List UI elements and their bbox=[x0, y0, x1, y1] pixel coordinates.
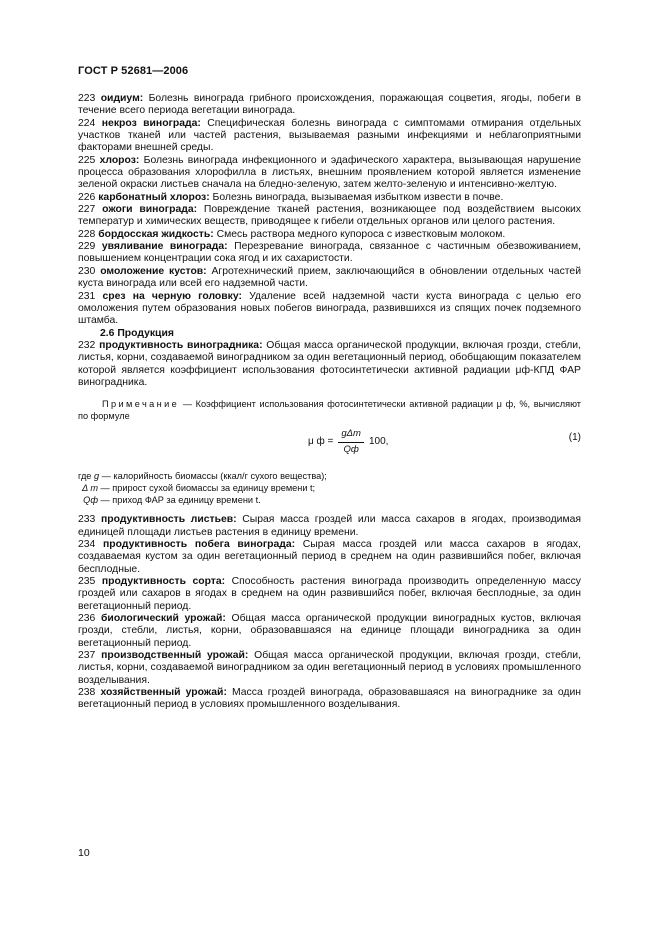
terms-list-production bbox=[78, 514, 581, 712]
term-number: 236 bbox=[78, 613, 96, 624]
term-name: омоложение кустов: bbox=[100, 265, 207, 277]
term-entry-236 bbox=[78, 613, 581, 650]
formula-lhs: μ ф = bbox=[308, 435, 334, 447]
term-definition: Перезревание винограда, связанное с частичным обезвоживанием, повышением концентрации сока ягод и их сахаристости. bbox=[78, 241, 581, 265]
term-name: некроз винограда: bbox=[101, 117, 201, 129]
term-name: хлороз: bbox=[99, 154, 140, 166]
term-entry-233 bbox=[78, 514, 581, 539]
legend-row bbox=[78, 482, 581, 494]
term-number: 224 bbox=[78, 117, 96, 129]
legend-text: — прирост сухой биомассы за единицу времени t; bbox=[98, 483, 316, 494]
term-number: 223 bbox=[78, 93, 96, 104]
term-name: продуктивность побега винограда: bbox=[103, 538, 296, 550]
term-definition: Болезнь винограда, вызываемая избытком извести в почве. bbox=[209, 191, 504, 203]
term-definition: Сырая масса гроздей или масса сахаров в ягодах, производимая единицей площади листьев растения в единицу времени. bbox=[78, 514, 581, 538]
legend-row bbox=[78, 470, 581, 482]
formula-legend bbox=[78, 470, 581, 506]
term-definition: Повреждение тканей растения, возникающее под воздействием высоких температур и химических веществ, приводящее к гибели отдельных органов или целого растения. bbox=[78, 204, 581, 228]
term-name: ожоги винограда: bbox=[102, 204, 198, 216]
legend-text: — приход ФАР за единицу времени t. bbox=[98, 495, 261, 506]
term-definition: Масса гроздей винограда, образовавшаяся на винограднике за один вегетационный период в условиях промышленного возделывания. bbox=[78, 687, 581, 711]
terms-list-diseases bbox=[78, 93, 581, 328]
legend-text: — калорийность биомассы (ккал/г сухого вещества); bbox=[99, 471, 327, 482]
term-number: 226 bbox=[78, 191, 96, 203]
term-name: продуктивность сорта: bbox=[101, 575, 226, 587]
legend-symbol: g bbox=[93, 471, 100, 482]
term-entry-235 bbox=[78, 576, 581, 613]
page-content bbox=[78, 93, 581, 712]
formula-row bbox=[78, 426, 581, 466]
term-number: 233 bbox=[78, 514, 96, 526]
term-number: 235 bbox=[78, 575, 96, 587]
formula-numerator: gΔm bbox=[338, 428, 364, 442]
term-number: 230 bbox=[78, 265, 96, 277]
formula-fraction bbox=[338, 428, 364, 456]
section-title: 2.6 Продукция bbox=[100, 327, 174, 339]
term-number: 228 bbox=[78, 228, 96, 240]
term-definition: Общая масса органической продукции виноградных кустов, включая грозди, стебли, листья, корни, образовавшаяся на единице площади виноградника за один вегетационный период. bbox=[78, 613, 581, 649]
term-name: биологический урожай: bbox=[101, 613, 226, 624]
term-number: 229 bbox=[78, 241, 96, 253]
term-entry-228 bbox=[78, 229, 581, 241]
legend-prefix: где bbox=[78, 471, 94, 482]
term-entry-238 bbox=[78, 687, 581, 712]
term-definition: Смесь раствора медного купороса с известковым молоком. bbox=[213, 228, 506, 240]
note-text: — Коэффициент использования фотосинтетически активной радиации μ ф, %, вычисляют по формуле bbox=[78, 399, 581, 422]
term-definition: Специфическая болезнь винограда с симптомами отмирания отдельных участков тканей или частей растения, вызываемая разными инфекциями и неблагоприятными факторами внешней среды. bbox=[78, 117, 581, 154]
term-definition: Способность растения винограда производить определенную массу гроздей или сахаров в ягодах в среднем на один развившийся побег, включая бесплодные, за один вегетационный период. bbox=[78, 575, 581, 612]
term-name: срез на черную головку: bbox=[102, 290, 242, 302]
term-name: бордосская жидкость: bbox=[98, 228, 214, 240]
standard-header: ГОСТ Р 52681—2006 bbox=[78, 65, 189, 77]
term-number: 234 bbox=[78, 538, 96, 550]
term-name: продуктивность виноградника: bbox=[99, 339, 263, 351]
term-number: 227 bbox=[78, 204, 96, 216]
term-entry-227 bbox=[78, 204, 581, 229]
term-entry-232 bbox=[78, 340, 581, 389]
term-name: хозяйственный урожай: bbox=[100, 687, 227, 699]
term-entry-230 bbox=[78, 266, 581, 291]
term-definition: Общая масса органической продукции, включая грозди, стебли, листья, корни, создаваемой виноградником за один вегетационный период в условиях промышленного возделывания. bbox=[78, 650, 582, 686]
equation-number: (1) bbox=[568, 432, 581, 444]
term-number: 225 bbox=[78, 154, 96, 166]
note-label: Примечание bbox=[102, 399, 180, 410]
term-definition: Общая масса органической продукции, включая грозди, стебли, листья, корни, создаваемой виноградником за один вегетационный период, обобщающим показателем которой является коэффициент использования фотосинтетически активной радиации μф-КПД ФАР виноградника. bbox=[78, 339, 581, 388]
term-name: продуктивность листьев: bbox=[100, 514, 237, 526]
legend-row bbox=[78, 494, 581, 506]
formula-rhs: 100, bbox=[368, 435, 389, 447]
term-entry-234 bbox=[78, 539, 581, 576]
term-number: 231 bbox=[78, 290, 96, 302]
legend-symbol: Qф bbox=[83, 495, 98, 506]
term-number: 237 bbox=[78, 650, 96, 662]
term-entry-229 bbox=[78, 241, 581, 266]
term-entry-226 bbox=[78, 192, 581, 204]
term-entry-225 bbox=[78, 155, 581, 192]
term-number: 232 bbox=[78, 339, 96, 351]
term-name: оидиум: bbox=[100, 93, 144, 104]
term-definition: Болезнь винограда инфекционного и эдафического характера, вызывающая нарушение процесса образования хлорофилла в листьях, внешним проявлением которой является изменение зеленой окраски листьев сначала на бледно-зеленую, затем желто-зеленую и интенсивно-желтую. bbox=[78, 154, 581, 191]
legend-symbol: Δ m bbox=[81, 483, 98, 494]
term-definition: Сырая масса гроздей или масса сахаров в ягодах, создаваемая кустом за один вегетационный период в среднем на один развившийся побег, включая бесплодные. bbox=[78, 538, 582, 575]
term-name: производственный урожай: bbox=[101, 650, 249, 662]
term-entry-231 bbox=[78, 291, 581, 328]
formula bbox=[308, 428, 388, 456]
term-definition: Агротехнический прием, заключающийся в обновлении отдельных частей куста винограда или всей его надземной части. bbox=[78, 265, 581, 290]
formula-denominator: Qф bbox=[343, 443, 359, 455]
term-entry-224 bbox=[78, 118, 581, 155]
term-definition: Болезнь винограда грибного происхождения, поражающая соцветия, ягоды, побеги в течение всего периода вегетации винограда. bbox=[78, 93, 581, 117]
term-entry-223 bbox=[78, 93, 581, 118]
page-number: 10 bbox=[78, 847, 90, 859]
note bbox=[78, 398, 581, 422]
term-number: 238 bbox=[78, 687, 96, 699]
term-name: увяливание винограда: bbox=[101, 241, 228, 253]
term-definition: Удаление всей надземной части куста винограда с целью его омоложения путем образования новых побегов винограда, развившихся из спящих почек подземного штамба. bbox=[78, 290, 581, 327]
term-name: карбонатный хлороз: bbox=[98, 191, 210, 203]
term-entry-237 bbox=[78, 650, 581, 687]
